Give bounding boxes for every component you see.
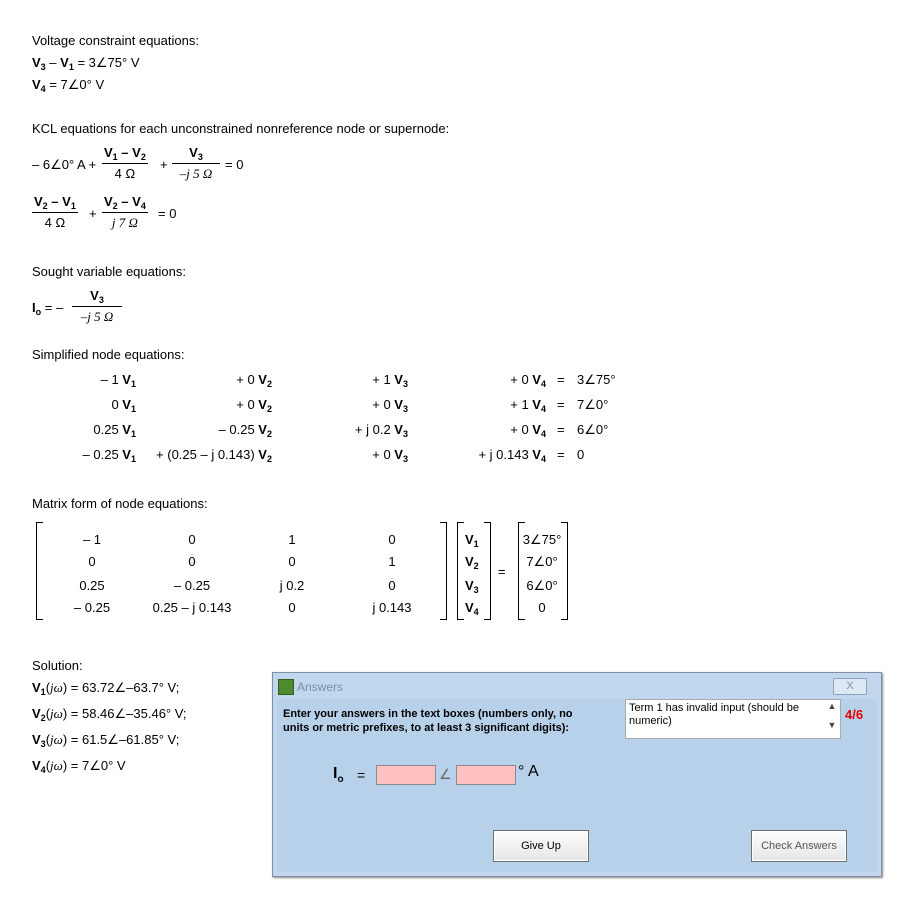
voltage-eq-1: $V_3 - V_1$ = 3∠75° V <box>32 55 140 72</box>
solution-v1: $V_1(j\omega)$ = 63.72∠–63.7° V; <box>32 680 180 697</box>
message-scrollbar[interactable] <box>824 700 840 738</box>
rhs-cell: 6∠0° <box>526 578 558 593</box>
solution-section-title: Solution: <box>32 658 83 673</box>
simplified-term: + 0 $V_4$ <box>510 422 546 439</box>
simplified-coefficient: + 0 <box>236 397 255 412</box>
kcl-eq1-fraction-1: $\frac{V_1 - V_2}{4 \Omega}$ <box>104 145 146 181</box>
simplified-term: + 0 $V_3$ <box>372 397 408 414</box>
matrix-cell: – 0.25 <box>73 600 111 615</box>
matrix-cell: j 0.143 <box>372 600 412 615</box>
simplified-coefficient: + 0 <box>510 422 529 437</box>
simplified-coefficient: 0.25 <box>93 422 119 437</box>
vector-right-bracket <box>484 522 491 620</box>
simplified-coefficient: + j 0.2 <box>354 422 391 437</box>
kcl-eq2-fraction-2: $\frac{V_2 - V_4}{j 7 \Omega}$ <box>104 194 146 230</box>
kcl-eq1-rhs: = 0 <box>225 157 244 172</box>
simplified-equals: = <box>557 447 565 462</box>
matrix-cell: 0 <box>288 600 296 615</box>
matrix-cell: j 0.2 <box>279 578 305 593</box>
voltage-eq-2: $V_4$ = 7∠0° V <box>32 77 105 94</box>
matrix-cell: 0.25 <box>79 578 105 593</box>
app-icon <box>278 679 294 695</box>
vector-v1: $V_1$ <box>465 532 479 549</box>
solution-v2: $V_2(j\omega)$ = 58.46∠–35.46° V; <box>32 706 187 723</box>
matrix-left-bracket <box>36 522 43 620</box>
simplified-term: + 0 $V_2$ <box>236 372 272 389</box>
simplified-coefficient: + 1 <box>510 397 529 412</box>
score-label: 4/6 <box>845 707 864 722</box>
simplified-term: + 1 $V_4$ <box>510 397 546 414</box>
instructions <box>283 707 573 735</box>
sought-eq-lhs: $I_o$ = – <box>32 300 64 317</box>
matrix-cell: – 0.25 <box>173 578 211 593</box>
matrix-section-title: Matrix form of node equations: <box>32 496 208 511</box>
sought-section-title: Sought variable equations: <box>32 264 186 279</box>
simplified-rhs: 7∠0° <box>577 397 609 412</box>
simplified-term: 0.25 $V_1$ <box>93 422 136 439</box>
simplified-term: + j 0.143 $V_4$ <box>478 447 546 464</box>
matrix-cell: 0 <box>88 554 96 569</box>
simplified-coefficient: – 0.25 <box>218 422 255 437</box>
vector-v2: $V_2$ <box>465 554 479 571</box>
kcl-eq2-fraction-1: $\frac{V_2 - V_1}{4 \Omega}$ <box>34 194 76 230</box>
dialog-body <box>277 699 877 872</box>
kcl-eq2-rhs: = 0 <box>158 206 177 221</box>
simplified-equals: = <box>557 422 565 437</box>
matrix-cell: 1 <box>288 532 296 547</box>
instructions-line-2: units or metric prefixes, to at least 3 significant digits): <box>283 722 570 734</box>
simplified-term: + 0 $V_4$ <box>510 372 546 389</box>
matrix-cell: 0 <box>188 554 196 569</box>
matrix-cell: 0 <box>288 554 296 569</box>
scroll-up-icon[interactable]: ▲ <box>827 701 837 711</box>
simplified-term: + 1 $V_3$ <box>372 372 408 389</box>
rhs-cell: 0 <box>538 600 546 615</box>
magnitude-input[interactable] <box>376 765 436 785</box>
dialog-titlebar[interactable] <box>273 673 881 699</box>
matrix-cell: 1 <box>388 554 396 569</box>
answer-unit: ° A <box>518 763 539 780</box>
simplified-term: + 0 $V_3$ <box>372 447 408 464</box>
give-up-button[interactable]: Give Up <box>493 830 589 862</box>
vector-v4: $V_4$ <box>465 600 479 617</box>
answer-equals: = <box>357 767 366 783</box>
message-text: Term 1 has invalid input (should be numeric) <box>629 702 799 727</box>
simplified-coefficient: – 0.25 <box>82 447 119 462</box>
simplified-section-title: Simplified node equations: <box>32 347 185 362</box>
matrix-cell: 0 <box>388 532 396 547</box>
message-box[interactable] <box>625 699 841 739</box>
simplified-coefficient: + 0 <box>510 372 529 387</box>
sought-fraction: $\frac{V_3}{-j 5 \Omega}$ <box>72 288 122 325</box>
matrix-right-bracket <box>440 522 447 620</box>
simplified-rhs: 0 <box>577 447 585 462</box>
vector-v3: $V_3$ <box>465 578 479 595</box>
simplified-coefficient: + (0.25 – j 0.143) <box>156 447 255 462</box>
angle-symbol: ∠ <box>439 766 452 782</box>
simplified-rhs: 6∠0° <box>577 422 609 437</box>
simplified-term: + j 0.2 $V_3$ <box>354 422 408 439</box>
kcl-eq1-plus: + <box>160 157 168 172</box>
kcl-eq1-fraction-2: $\frac{V_3}{-j 5 \Omega}$ <box>172 145 220 182</box>
matrix-cell: – 1 <box>82 532 102 547</box>
simplified-coefficient: + j 0.143 <box>478 447 529 462</box>
simplified-coefficient: + 1 <box>372 372 391 387</box>
simplified-coefficient: + 0 <box>372 397 391 412</box>
answer-variable: $I_o$ <box>333 765 344 785</box>
matrix-equals: = <box>498 564 506 579</box>
simplified-term: – 0.25 $V_2$ <box>218 422 272 439</box>
answers-dialog <box>272 672 882 877</box>
simplified-term: – 1 $V_1$ <box>100 372 136 389</box>
kcl-eq1-lead: – 6∠0° A + <box>32 157 97 172</box>
solution-v3: $V_3(j\omega)$ = 61.5∠–61.85° V; <box>32 732 180 749</box>
angle-input[interactable] <box>456 765 516 785</box>
solution-v4: $V_4(j\omega)$ = 7∠0° V <box>32 758 126 775</box>
simplified-equals: = <box>557 372 565 387</box>
close-button[interactable]: X <box>833 678 867 695</box>
instructions-line-1: Enter your answers in the text boxes (numbers only, no <box>283 708 573 720</box>
matrix-cell: 0.25 – j 0.143 <box>152 600 232 615</box>
simplified-coefficient: 0 <box>111 397 119 412</box>
vector-left-bracket <box>457 522 464 620</box>
simplified-equals: = <box>557 397 565 412</box>
simplified-coefficient: – 1 <box>100 372 119 387</box>
simplified-term: 0 $V_1$ <box>111 397 136 414</box>
kcl-section-title: KCL equations for each unconstrained nonreference node or supernode: <box>32 121 450 136</box>
simplified-term: + 0 $V_2$ <box>236 397 272 414</box>
rhs-cell: 3∠75° <box>522 532 562 547</box>
matrix-cell: 0 <box>388 578 396 593</box>
scroll-down-icon[interactable]: ▼ <box>827 720 837 730</box>
simplified-term: + (0.25 – j 0.143) $V_2$ <box>156 447 272 464</box>
simplified-rhs: 3∠75° <box>577 372 616 387</box>
simplified-coefficient: + 0 <box>372 447 391 462</box>
simplified-term: – 0.25 $V_1$ <box>82 447 136 464</box>
matrix-cell: 0 <box>188 532 196 547</box>
voltage-section-title: Voltage constraint equations: <box>32 33 199 48</box>
simplified-coefficient: + 0 <box>236 372 255 387</box>
check-answers-button[interactable]: Check Answers <box>751 830 847 862</box>
rhs-cell: 7∠0° <box>526 554 558 569</box>
kcl-eq2-plus: + <box>89 206 97 221</box>
dialog-title: Answers <box>297 680 344 694</box>
